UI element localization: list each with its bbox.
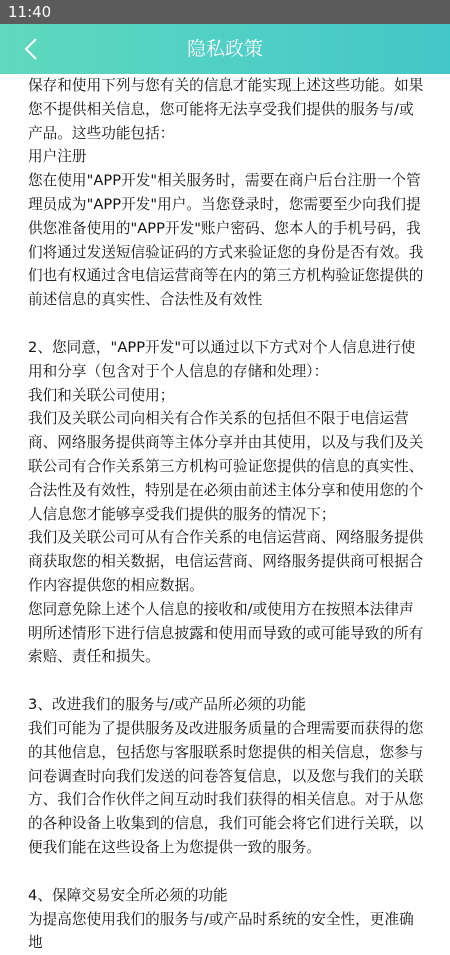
section-3-paragraph: 我们可能为了提供服务及改进服务质量的合理需要而获得的您的其他信息，包括您与客服联系时您提供的相关信息，您参与问卷调查时向我们发送的问卷答复信息，以及您与我们的关联方、我们合作伙伴之间互动时我们获得的相关信息。对于从您的各种设备上收集到的信息，我们可能会将它们进行关联，以便我们能在这些设备上为您提供一致的服务。	[28, 717, 428, 860]
privacy-policy-content[interactable]	[28, 74, 428, 800]
back-button[interactable]	[14, 32, 48, 66]
registration-title: 用户注册	[28, 145, 428, 169]
section-2-title: 2、您同意，"APP开发"可以通过以下方式对个人信息进行使用和分享（包含对于个人信息的存储和处理）：	[28, 336, 428, 384]
status-bar	[0, 0, 450, 24]
section-4-paragraph: 为提高您使用我们的服务与/或产品时系统的安全性，更准确地	[28, 908, 428, 955]
back-chevron-icon	[24, 37, 38, 61]
status-time: 11:40	[8, 2, 51, 22]
title-bar	[0, 24, 450, 74]
intro-paragraph: 保存和使用下列与您有关的信息才能实现上述这些功能。如果您不提供相关信息，您可能将无法享受我们提供的服务与/或产品。这些功能包括：	[28, 74, 428, 145]
section-gap	[28, 312, 428, 336]
section-4-title: 4、保障交易安全所必须的功能	[28, 884, 428, 908]
registration-paragraph: 您在使用"APP开发"相关服务时，需要在商户后台注册一个管理员成为"APP开发"用户。当您登录时，您需要至少向我们提供您准备使用的"APP开发"账户密码、您本人的手机号码，我们将通过发送短信验证码的方式来验证您的身份是否有效。我们也有权通过含电信运营商等在内的第三方机构验证您提供的前述信息的真实性、合法性及有效性	[28, 169, 428, 312]
section-2-item: 我们及关联公司可从有合作关系的电信运营商、网络服务提供商获取您的相关数据，电信运营商、网络服务提供商可根据合作内容提供您的相应数据。	[28, 526, 428, 597]
section-3-title: 3、改进我们的服务与/或产品所必须的功能	[28, 693, 428, 717]
section-2-item: 我们和关联公司使用；	[28, 384, 428, 408]
page-title: 隐私政策	[0, 24, 450, 74]
section-gap	[28, 860, 428, 884]
section-gap	[28, 669, 428, 693]
section-2-item: 我们及关联公司向相关有合作关系的包括但不限于电信运营商、网络服务提供商等主体分享并由其使用，以及与我们及关联公司有合作关系第三方机构可验证您提供的信息的真实性、合法性及有效性，特别是在必须由前述主体分享和使用您的个人信息您才能够享受我们提供的服务的情况下；	[28, 407, 428, 526]
section-2-item: 您同意免除上述个人信息的接收和/或使用方在按照本法律声明所述情形下进行信息披露和使用而导致的或可能导致的所有索赔、责任和损失。	[28, 598, 428, 669]
